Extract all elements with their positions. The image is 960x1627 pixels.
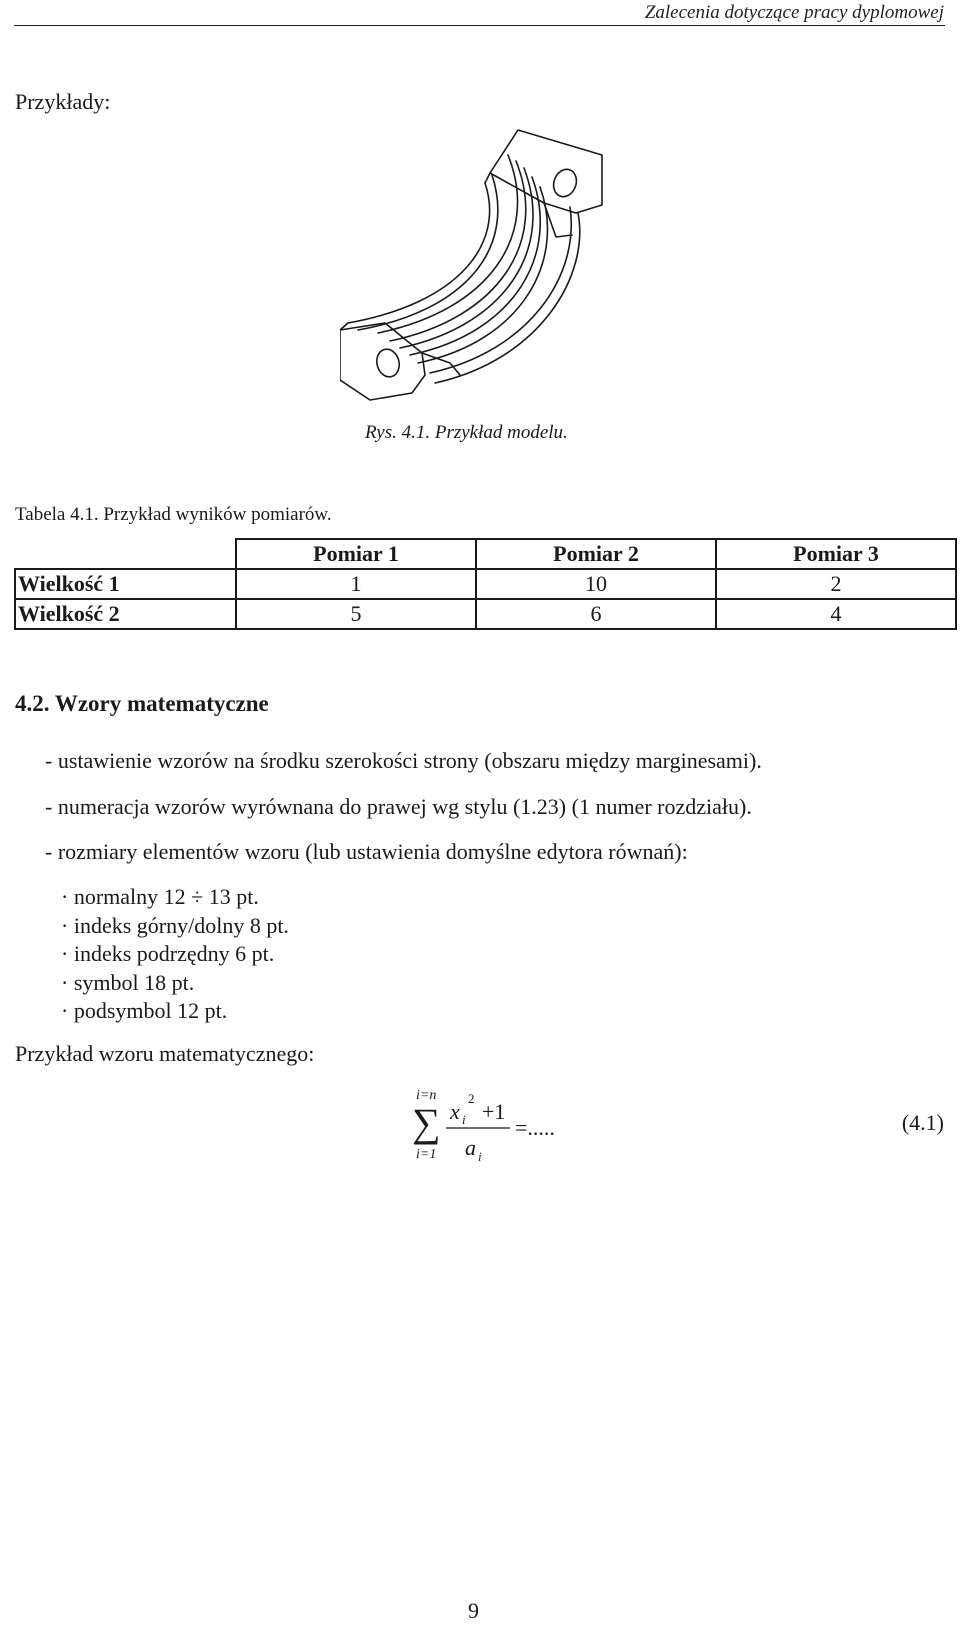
denominator-subscript: i [478,1149,482,1164]
size-item: · indeks podrzędny 6 pt. [61,941,275,966]
header-rule [14,25,945,26]
table-cell: 1 [236,569,476,599]
numerator-subscript: i [462,1112,466,1127]
size-item: · symbol 18 pt. [61,970,195,995]
numerator-superscript: 2 [468,1091,475,1106]
measurement-table [14,538,957,630]
column-header: Pomiar 3 [716,539,956,569]
table-cell: 4 [716,599,956,629]
numerator-variable: x [450,1099,460,1124]
section-title: 4.2. Wzory matematyczne [15,691,269,716]
formula-rhs: =..... [515,1115,555,1140]
table-cell: 2 [716,569,956,599]
size-item: · podsymbol 12 pt. [61,998,228,1023]
size-item: · indeks górny/dolny 8 pt. [61,913,289,938]
rule-item: - numeracja wzorów wyrównana do prawej wg stylu (1.23) (1 numer rozdziału). [45,794,752,819]
examples-label: Przykłady: [15,89,111,114]
column-header: Pomiar 2 [476,539,716,569]
formula-intro: Przykład wzoru matematycznego: [15,1041,315,1066]
figure-caption: Rys. 4.1. Przykład modelu. [365,422,568,443]
rule-item: - rozmiary elementów wzoru (lub ustawienia domyślne edytora równań): [45,839,688,864]
size-item: · normalny 12 ÷ 13 pt. [61,884,259,909]
table-cell: 5 [236,599,476,629]
running-header: Zalecenia dotyczące pracy dyplomowej [644,2,944,23]
table-cell: 6 [476,599,716,629]
denominator-variable: a [465,1135,476,1160]
table-row [15,569,956,599]
column-header: Pomiar 1 [236,539,476,569]
table-header-row [15,539,956,569]
row-header: Wielkość 2 [15,599,236,629]
table-corner-cell [15,539,236,569]
math-formula [410,1088,630,1168]
sum-lower-limit: i=1 [416,1147,437,1162]
table-cell: 10 [476,569,716,599]
page-number: 9 [468,1598,479,1623]
sum-symbol: ∑ [412,1100,441,1145]
bearing-half-shell-drawing-icon [340,125,620,410]
row-header: Wielkość 1 [15,569,236,599]
table-caption: Tabela 4.1. Przykład wyników pomiarów. [15,504,332,525]
equation-number: (4.1) [901,1110,944,1135]
sum-upper-limit: i=n [416,1088,437,1103]
table-row [15,599,956,629]
rule-item: - ustawienie wzorów na środku szerokości strony (obszaru między marginesami). [45,748,762,773]
numerator-tail: +1 [482,1099,506,1124]
